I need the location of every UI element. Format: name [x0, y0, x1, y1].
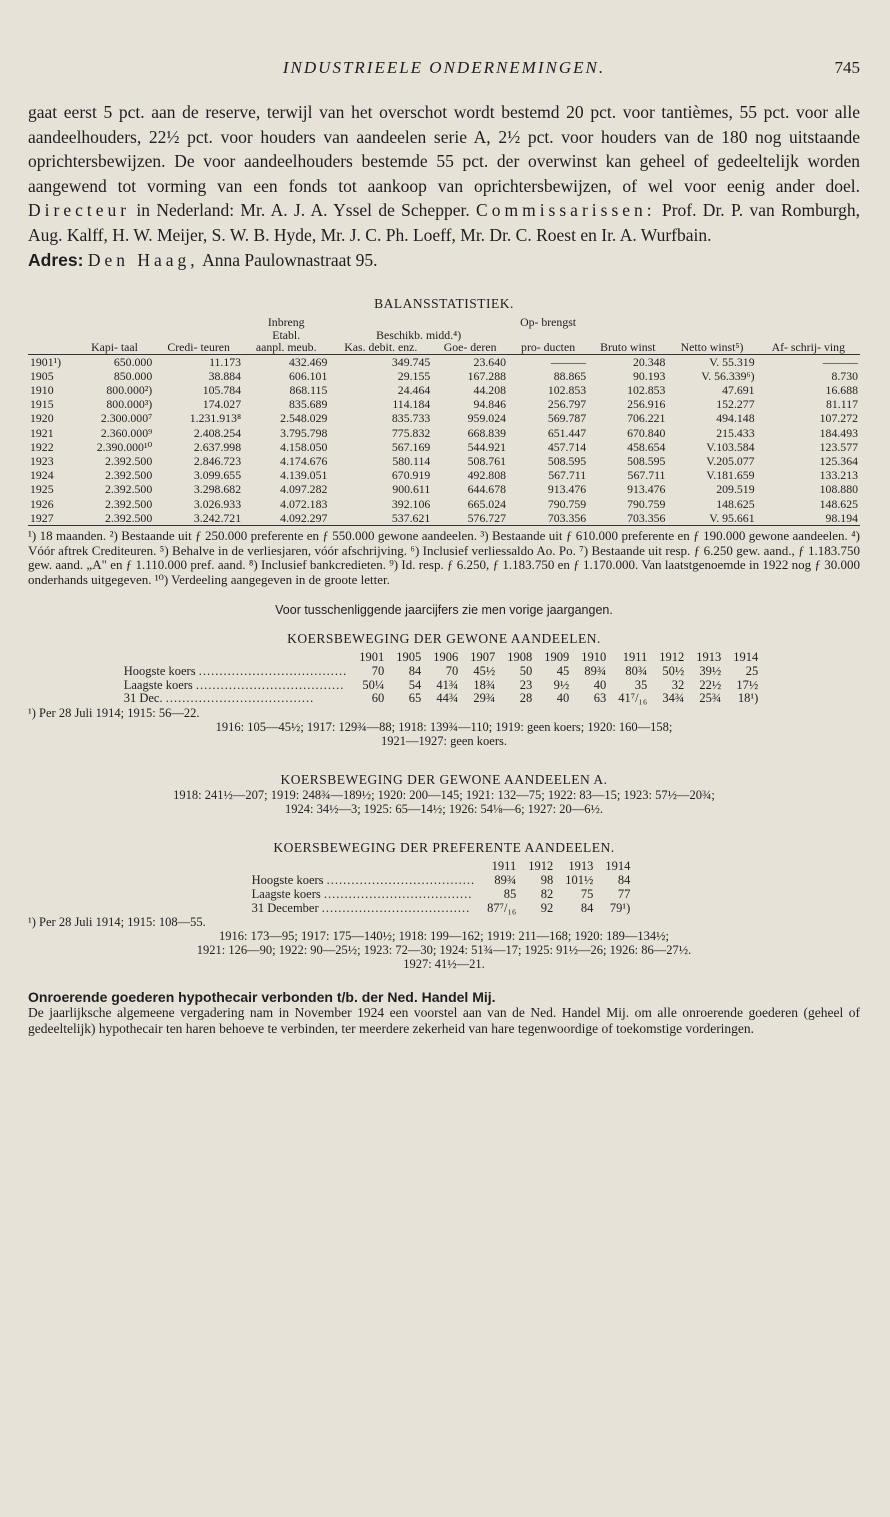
balans-cell: 1927 [28, 511, 75, 526]
balans-cell: 8.730 [831, 368, 858, 383]
kp-year: 1911 [491, 859, 517, 874]
directeur-label: Directeur [28, 200, 131, 221]
kp-note2: 1916: 173—95; 1917: 175—140½; 1918: 199—162; 1919: 211—168; 1920: 189—134½; [219, 929, 669, 944]
balans-cell: 125.364 [819, 454, 858, 469]
kp-value: 92 [540, 900, 554, 915]
balans-cell: 4.139.051 [280, 468, 328, 483]
kp-note1: ¹) Per 28 Juli 1914; 1915: 108—55. [28, 915, 206, 930]
balans-cell: 606.101 [289, 368, 328, 383]
kg-year: 1901 [359, 650, 385, 665]
balans-cell: 2.548.029 [280, 411, 328, 426]
running-head [28, 58, 860, 88]
kg-value: 25 [745, 663, 759, 678]
balans-title: BALANSSTATISTIEK. [374, 296, 514, 312]
kg-label-text: Hoogste koers [123, 663, 199, 678]
kp-value: 84 [580, 900, 594, 915]
kg-value: 34¾ [662, 691, 685, 706]
balans-header-0 [28, 341, 75, 354]
balans-cell: 23.640 [473, 354, 506, 369]
koers-pref-title: KOERSBEWEGING DER PREFERENTE AANDEELEN. [273, 840, 615, 856]
balans-cell: 913.476 [547, 482, 587, 497]
balans-cell: 790.759 [547, 496, 587, 511]
group-inbreng: Inbreng [267, 315, 305, 330]
balans-cell: 108.880 [819, 482, 858, 497]
koers-pref-notes [28, 915, 860, 971]
kg-value: 35 [634, 677, 648, 692]
kp-label-text: 31 December [251, 900, 322, 915]
kg-note2: 1916: 105—45½; 1917: 129¾—88; 1918: 139¾—110; 1919: geen koers; 1920: 160—158; [215, 720, 673, 735]
kg-value: 40 [556, 691, 570, 706]
kp-note4: 1927: 41½—21. [403, 957, 485, 972]
kg-value: 41⁷/₁₆ [618, 691, 648, 706]
kg-value: 44¾ [436, 691, 459, 706]
balans-header-5: Goe- deren [432, 341, 508, 354]
balans-cell: V. 56.339⁶) [701, 368, 755, 383]
balans-cell: 167.288 [467, 368, 506, 383]
balans-table [28, 316, 860, 526]
kg-value: 40 [593, 677, 607, 692]
balans-cell: 102.853 [547, 383, 587, 398]
balans-cell: 1915 [30, 397, 54, 412]
table-row [28, 454, 860, 468]
balans-cell: 835.689 [289, 397, 328, 412]
table-row [28, 497, 860, 511]
group-opbrengst: Op- brengst [520, 315, 577, 330]
balans-cell: 850.000 [113, 368, 153, 383]
balans-cell: V.103.584 [706, 439, 755, 454]
kp-value: 89¾ [494, 873, 517, 888]
kp-note3: 1921: 126—90; 1922: 90—25½; 1923: 72—30; 1924: 51¾—17; 1925: 91½—26; 1926: 86—27½. [196, 943, 692, 958]
balans-cell: 24.464 [397, 383, 431, 398]
balans-cell: 670.840 [627, 425, 666, 440]
kg-value: 29¾ [473, 691, 496, 706]
balans-cell: 706.221 [627, 411, 666, 426]
balans-cell: 1924 [30, 468, 54, 483]
balans-cell: 703.356 [588, 511, 667, 526]
kg-value: 89¾ [584, 663, 607, 678]
balans-cell: 3.026.933 [193, 496, 242, 511]
balans-cell: 665.024 [467, 496, 506, 511]
balans-cell: 868.115 [289, 383, 328, 398]
kg-year: 1909 [544, 650, 570, 665]
table-row [28, 369, 860, 383]
kg-value: 50¼ [362, 677, 385, 692]
balans-header-8: Netto winst⁵) [667, 341, 756, 354]
balans-cell: V.205.077 [706, 454, 755, 469]
kg-corner [124, 651, 354, 665]
balans-cell: ——— [822, 354, 858, 369]
balans-cell: 913.476 [627, 482, 666, 497]
kg-value: 45 [556, 663, 570, 678]
kp-row-label [252, 902, 482, 916]
balans-cell: 152.277 [716, 397, 755, 412]
kp-row-label [252, 888, 482, 902]
balans-cell: 1905 [30, 368, 54, 383]
kp-label-text: Laagste koers [251, 886, 324, 901]
kg-year: 1908 [507, 650, 533, 665]
koers-gewone-notes [28, 706, 860, 748]
kg-value: 18¹) [737, 691, 759, 706]
balans-cell: 3.298.682 [193, 482, 242, 497]
balans-cell: 88.865 [553, 368, 587, 383]
balans-cell: 508.761 [467, 454, 506, 469]
balans-cell: 580.114 [392, 454, 431, 469]
koers-gewone-a-notes [28, 788, 860, 816]
balans-cell: 508.595 [547, 454, 587, 469]
page-number: 745 [834, 58, 860, 77]
balans-cell: 105.784 [202, 383, 242, 398]
kg-year: 1905 [396, 650, 422, 665]
balans-cell: 1901¹) [30, 354, 62, 369]
balans-cell: 2.392.500 [105, 496, 153, 511]
balans-cell: 1925 [30, 482, 54, 497]
kg-value: 54 [408, 677, 422, 692]
table-row [124, 679, 765, 693]
balans-cell: 256.797 [547, 397, 587, 412]
kg-label-text: Laagste koers [123, 677, 196, 692]
balans-cell: 102.853 [627, 383, 666, 398]
balans-cell: 1926 [30, 496, 54, 511]
kg-value: 22½ [699, 677, 722, 692]
adres-label: Adres: [28, 249, 84, 270]
kp-leader-dots: .................................... [323, 886, 473, 901]
balans-cell: 44.208 [473, 383, 506, 398]
balans-cell: 209.519 [716, 482, 755, 497]
balans-cell: 1.231.913⁸ [189, 411, 242, 426]
balans-cell: V. 95.661 [667, 511, 756, 526]
col-etabl: Etabl. [272, 327, 301, 342]
balans-cell: 959.024 [467, 411, 506, 426]
final-text: De jaarlijksche algemeene vergadering nam in November 1924 een voorstel aan van de Ned. Handel Mij. om alle onroerende goederen (geheel of gedeeltelijk) hypothecair ten haren behoeve te verbinden, ter meerdere zekerheid van hare tegenwoordige of toekomstige vorderingen. [28, 1005, 860, 1036]
balans-cell: 2.637.998 [193, 439, 242, 454]
table-row [124, 692, 765, 706]
balans-cell: 3.795.798 [280, 425, 328, 440]
running-title: INDUSTRIEELE ONDERNEMINGEN. [282, 58, 606, 77]
kp-year: 1913 [568, 859, 594, 874]
kg-value: 32 [671, 677, 685, 692]
balans-cell: 392.106 [391, 496, 431, 511]
balans-cell: 4.097.282 [280, 482, 328, 497]
kg-value: 70 [371, 663, 385, 678]
table-row [252, 902, 637, 916]
kg-value: 50½ [662, 663, 685, 678]
balans-cell: 835.733 [391, 411, 431, 426]
balans-cell: 458.654 [627, 439, 666, 454]
kg-value: 80¾ [625, 663, 648, 678]
kp-value: 98 [540, 873, 554, 888]
balans-cell: 644.678 [467, 482, 506, 497]
kga-line1: 1918: 241½—207; 1919: 248¾—189½; 1920: 200—145; 1921: 132—75; 1922: 83—15; 1923: 57½—20¾; [173, 788, 715, 803]
balans-cell: 114.184 [392, 397, 431, 412]
kg-value: 41¾ [436, 677, 459, 692]
balans-cell: 98.194 [757, 511, 860, 526]
balans-cell: V. 55.319 [709, 354, 755, 369]
kg-value: 84 [408, 663, 422, 678]
balans-cell: 2.392.500 [105, 468, 153, 483]
kg-year: 1912 [659, 650, 685, 665]
table-row [28, 354, 860, 369]
kg-year-row [124, 651, 765, 665]
balans-cell: 651.447 [547, 425, 587, 440]
kg-year: 1907 [470, 650, 496, 665]
table-row [28, 440, 860, 454]
balans-cell: 1921 [30, 425, 54, 440]
kp-label-text: Hoogste koers [251, 873, 327, 888]
final-heading: Onroerende goederen hypothecair verbonden t/b. der Ned. Handel Mij. [28, 989, 496, 1006]
balans-cell: 494.148 [716, 411, 755, 426]
table-row [252, 874, 637, 888]
balans-cell: 457.714 [547, 439, 587, 454]
balans-cell: 1922 [30, 439, 54, 454]
balans-cell: V.181.659 [706, 468, 755, 483]
kg-value: 65 [408, 691, 422, 706]
balans-cell: 2.408.254 [193, 425, 242, 440]
balans-cell: 2.300.000⁷ [100, 411, 153, 426]
balans-cell: 567.169 [391, 439, 431, 454]
table-row [28, 482, 860, 496]
balans-cell: 4.092.297 [243, 511, 329, 526]
kg-year: 1913 [696, 650, 722, 665]
balans-cell: 2.392.500 [105, 482, 153, 497]
table-row [252, 888, 637, 902]
kp-value: 84 [617, 873, 631, 888]
kp-leader-dots: .................................... [326, 873, 476, 888]
balans-cell: 567.711 [548, 468, 587, 483]
kg-value: 28 [519, 691, 533, 706]
kp-row-label [252, 874, 482, 888]
balans-header-1: Kapi- taal [75, 341, 154, 354]
koers-gewone-a-title: KOERSBEWEGING DER GEWONE AANDEELEN A. [280, 772, 608, 788]
col-beschikb: Beschikb. midd.⁴) [376, 327, 462, 342]
intro-paragraph [28, 100, 860, 272]
adres-city: Den Haag, [87, 249, 199, 270]
kg-row-label [124, 665, 354, 679]
balans-cell: 2.392.500 [75, 511, 154, 526]
balans-cell: 569.787 [547, 411, 587, 426]
kp-value: 79¹) [609, 900, 631, 915]
balans-cell: 174.027 [202, 397, 242, 412]
balans-cell: 94.846 [473, 397, 506, 412]
kp-value: 87⁷/₁₆ [487, 900, 517, 915]
balans-cell: 432.469 [289, 354, 328, 369]
balans-cell: 1910 [30, 383, 54, 398]
balans-cell: 2.360.000⁹ [100, 425, 153, 440]
kp-value: 75 [580, 886, 594, 901]
table-row [28, 397, 860, 411]
balans-cell: 4.072.183 [280, 496, 328, 511]
kp-year: 1914 [605, 859, 631, 874]
balans-header-4: Kas. debit. enz. [329, 341, 432, 354]
balans-cell: 2.392.500 [105, 454, 153, 469]
balans-cell: 256.916 [627, 397, 666, 412]
kg-value: 17½ [736, 677, 759, 692]
balans-cell: 16.688 [825, 383, 858, 398]
kg-note3: 1921—1927: geen koers. [380, 734, 508, 749]
balans-cell: 544.921 [467, 439, 506, 454]
balans-cell: ——— [550, 354, 587, 369]
table-row [28, 468, 860, 482]
balans-cell: 1920 [30, 411, 54, 426]
kg-value: 63 [593, 691, 607, 706]
balans-cell: 148.625 [819, 496, 858, 511]
balans-cell: 38.884 [208, 368, 242, 383]
adres-street: Anna Paulownastraat 95. [202, 249, 378, 270]
koers-gewone-title: KOERSBEWEGING DER GEWONE AANDEELEN. [287, 631, 601, 647]
kp-corner [252, 860, 482, 874]
balans-cell: 90.193 [633, 368, 666, 383]
balans-header-2: Credi- teuren [154, 341, 243, 354]
balans-cell: 4.158.050 [280, 439, 328, 454]
balans-cell: 29.155 [397, 368, 431, 383]
kp-year: 1912 [528, 859, 554, 874]
kg-year: 1906 [433, 650, 459, 665]
kg-value: 18¾ [473, 677, 496, 692]
kp-value: 101½ [565, 873, 594, 888]
balans-cell: 1923 [30, 454, 54, 469]
balans-cell: 107.272 [819, 411, 858, 426]
kg-row-label [124, 692, 354, 706]
kp-value: 77 [617, 886, 631, 901]
kg-note1: ¹) Per 28 Juli 1914; 1915: 56—22. [28, 706, 200, 721]
balans-cell: 2.390.000¹⁰ [96, 439, 153, 454]
balans-cell: 349.745 [391, 354, 431, 369]
balans-cell: 184.493 [819, 425, 858, 440]
balans-header-7: Bruto winst [588, 341, 667, 354]
balans-cell: 775.832 [391, 425, 431, 440]
balans-cell: 567.711 [627, 468, 666, 483]
balans-cell: 123.577 [819, 439, 858, 454]
kg-value: 70 [445, 663, 459, 678]
balans-cell: 2.846.723 [193, 454, 242, 469]
kg-value: 39½ [699, 663, 722, 678]
balans-cell: 133.213 [819, 468, 858, 483]
kg-leader-dots: .................................... [165, 691, 315, 706]
balans-notes: ¹) 18 maanden. ²) Bestaande uit ƒ 250.000 preferente en ƒ 550.000 gewone aandeelen. ³) Bestaande uit ƒ 610.000 preferente en ƒ 190.000 gewone aandeelen. ⁴) Vóór aftrek Crediteuren. ⁵) Behalve in de verliesjaren, vóór afschrijving. ⁶) Inclusief verliessaldo Ao. Po. ⁷) Bestaande uit resp. ƒ 6.250 gew. aand., ƒ 1.183.750 gew. aand. „A" en ƒ 1.110.000 pref. aand. ⁸) Inclusief bankcredieten. ⁹) Id. resp. ƒ 6.250, ƒ 1.183.750 en ƒ 1.170.000. Van laatstgenoemde in 1922 nog ƒ 30.000 onderhands uitgegeven. ¹⁰) Verdeeling aangegeven in de groote letter. [28, 528, 860, 587]
balans-header-3: aanpl. meub. [243, 341, 329, 354]
kg-value: 23 [519, 677, 533, 692]
commissarissen-text: Prof. Dr. P. van Romburgh, Aug. Kalff, H. W. Meijer, S. W. B. Hyde, Mr. J. C. Ph. Loeff, Mr. Dr. C. Roest en Ir. A. Wurfbain. [28, 200, 861, 245]
balans-cell: 148.625 [716, 496, 755, 511]
balans-cell: 800.000³) [106, 397, 153, 412]
table-row [28, 383, 860, 397]
balans-cell: 3.099.655 [193, 468, 242, 483]
balans-cell: 790.759 [627, 496, 666, 511]
kga-line2: 1924: 34½—3; 1925: 65—14½; 1926: 54⅛—6; 1927: 20—6½. [284, 802, 604, 817]
kg-value: 25¾ [699, 691, 722, 706]
balans-cell: 670.919 [391, 468, 431, 483]
intro-text: gaat eerst 5 pct. aan de reserve, terwijl van het overschot wordt bestemd 20 pct. voor tantièmes, 55 pct. voor alle aandeelhouders, 22½ pct. voor houders van aandeelen serie A, 2½ pct. voor houders van de 180 nog uitstaande oprichtersbewijzen. De voor aandeelhouders bestemde 55 pct. der overwinst kan geheel of gedeeltelijk worden aangewend tot vorming van een fonds tot aankoop van oprichtersbewijzen, of wel voor eenig ander doel. [28, 102, 860, 196]
table-row [28, 411, 860, 425]
balans-cell: 11.173 [209, 354, 242, 369]
balans-cell: 537.621 [329, 511, 432, 526]
commissarissen-label: Commissarissen: [476, 200, 656, 221]
balans-cell: 20.348 [633, 354, 666, 369]
directeur-text: in Nederland: Mr. A. J. A. Yssel de Schepper. [136, 200, 470, 221]
kg-year: 1914 [733, 650, 759, 665]
kp-leader-dots: .................................... [321, 900, 471, 915]
kg-value: 9½ [553, 677, 570, 692]
kg-label-text: 31 Dec. [123, 691, 166, 706]
kg-value: 60 [371, 691, 385, 706]
balans-cell: 800.000²) [106, 383, 153, 398]
table-row [28, 511, 860, 526]
balans-cell: 4.174.676 [280, 454, 328, 469]
kg-year: 1910 [581, 650, 607, 665]
balans-cell: 576.727 [432, 511, 508, 526]
kg-leader-dots: .................................... [195, 677, 345, 692]
balans-cell: 47.691 [722, 383, 755, 398]
balans-cell: 215.433 [716, 425, 755, 440]
kg-year: 1911 [622, 650, 648, 665]
table-row [28, 426, 860, 440]
kg-value: 45½ [473, 663, 496, 678]
koers-gewone-table [124, 651, 765, 706]
balans-cell: 668.839 [467, 425, 506, 440]
kp-value: 85 [503, 886, 517, 901]
balans-cell: 3.242.721 [154, 511, 243, 526]
balans-cell: 650.000 [113, 354, 153, 369]
balans-cell: 508.595 [627, 454, 666, 469]
voor-line: Voor tusschenliggende jaarcijfers zie men vorige jaargangen. [275, 603, 613, 618]
balans-cell: 703.356 [508, 511, 588, 526]
balans-header-6: pro- ducten [508, 341, 588, 354]
balans-cell: 492.808 [467, 468, 506, 483]
table-row [124, 665, 765, 679]
kg-value: 50 [519, 663, 533, 678]
balans-cell: 900.611 [392, 482, 431, 497]
balans-header-9: Af- schrij- ving [757, 341, 860, 354]
kg-row-label [124, 679, 354, 693]
kp-value: 82 [540, 886, 554, 901]
balans-cell: 81.117 [825, 397, 858, 412]
kg-leader-dots: .................................... [198, 663, 348, 678]
kp-year-row [252, 860, 637, 874]
koers-pref-table [252, 860, 637, 915]
